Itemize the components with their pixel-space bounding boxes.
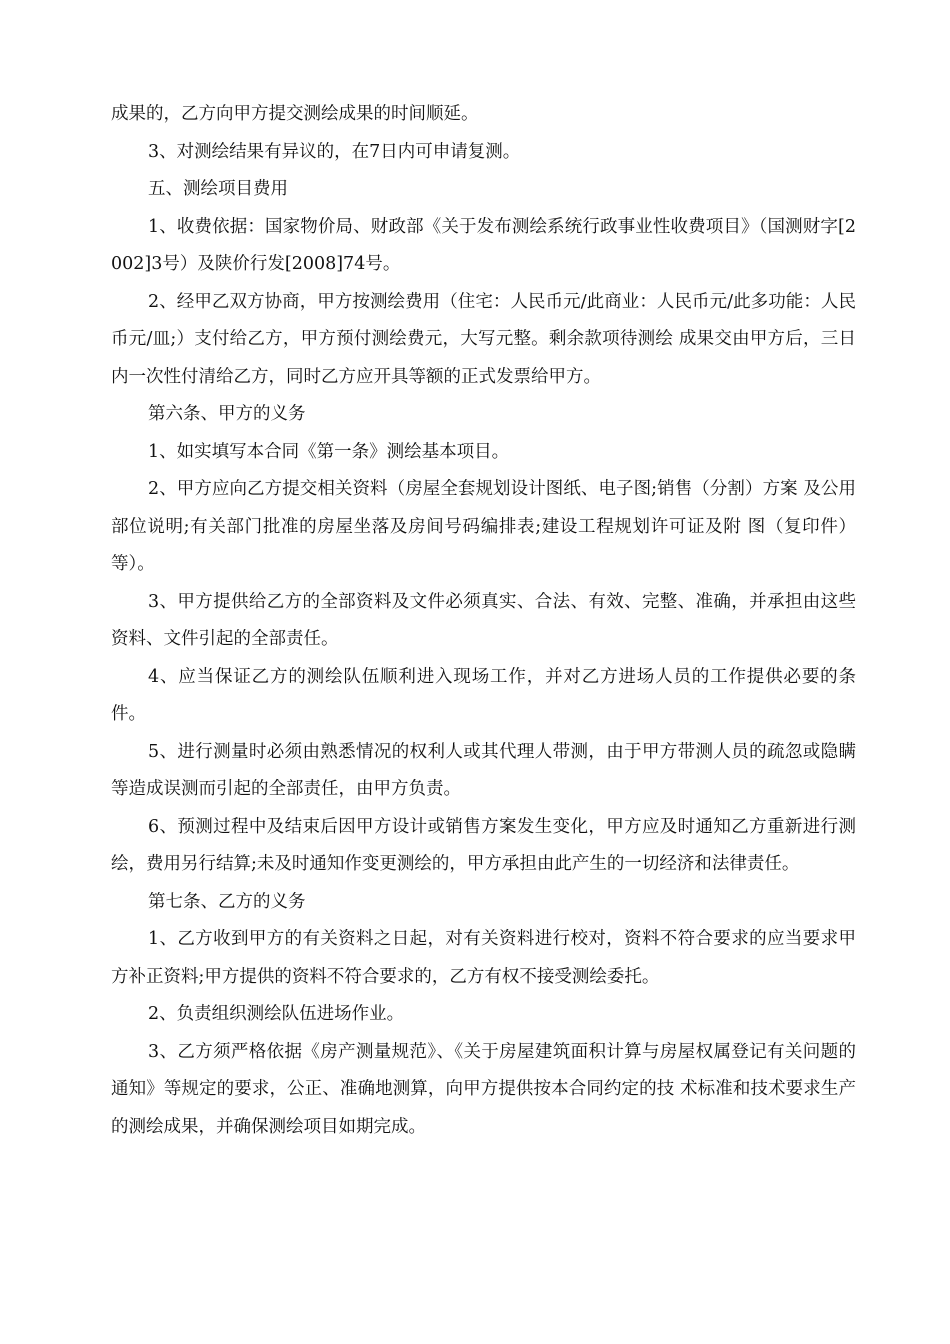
paragraph-a-3: 3、甲方提供给乙方的全部资料及文件必须真实、合法、有效、完整、准确，并承担由这些资料、文件引起的全部责任。 [111, 591, 856, 649]
paragraph-a-4: 4、应当保证乙方的测绘队伍顺利进入现场工作，并对乙方进场人员的工作提供必要的条件。 [111, 666, 856, 724]
paragraph-b-3: 3、乙方须严格依据《房产测量规范》、《关于房屋建筑面积计算与房屋权属登记有关问题的通知》等规定的要求，公正、准确地测算，向甲方提供按本合同约定的技 术标准和技术要求生产的测绘成果，并确保测绘项目如期完成。 [111, 1041, 856, 1137]
paragraph-b-2: 2、负责组织测绘队伍进场作业。 [148, 1004, 405, 1024]
paragraph-a-1: 1、如实填写本合同《第一条》测绘基本项目。 [148, 441, 510, 462]
document-body [111, 96, 856, 1146]
section-heading-fees: 五、测绘项目费用 [148, 179, 288, 199]
paragraph-a-2: 2、甲方应向乙方提交相关资料（房屋全套规划设计图纸、电子图;销售（分割）方案 及公用部位说明;有关部门批准的房屋坐落及房间号码编排表;建设工程规划许可证及附 图（复印件）等）。 [111, 479, 856, 574]
paragraph-fee-payment: 2、经甲乙双方协商，甲方按测绘费用（住宅：人民币元/此商业：人民币元/此多功能：人民币元/皿;）支付给乙方，甲方预付测绘费元，大写元整。剩余款项待测绘 成果交由甲方后，三日内一次性付清给乙方，同时乙方应开具等额的正式发票给甲方。 [111, 291, 856, 387]
paragraph-retest: 3、对测绘结果有异议的，在7日内可申请复测。 [148, 141, 521, 162]
paragraph-b-1: 1、乙方收到甲方的有关资料之日起，对有关资料进行校对，资料不符合要求的应当要求甲方补正资料;甲方提供的资料不符合要求的，乙方有权不接受测绘委托。 [111, 929, 856, 987]
paragraph-a-6: 6、预测过程中及结束后因甲方设计或销售方案发生变化，甲方应及时通知乙方重新进行测绘，费用另行结算;未及时通知作变更测绘的，甲方承担由此产生的一切经济和法律责任。 [111, 816, 856, 874]
paragraph-a-5: 5、进行测量时必须由熟悉情况的权利人或其代理人带测，由于甲方带测人员的疏忽或隐瞒等造成误测而引起的全部责任，由甲方负责。 [111, 741, 856, 799]
paragraph-fee-basis: 1、收费依据：国家物价局、财政部《关于发布测绘系统行政事业性收费项目》（国测财字[2002]3号）及陕价行发[2008]74号。 [111, 216, 856, 274]
paragraph-result-delay: 成果的，乙方向甲方提交测绘成果的时间顺延。 [111, 104, 479, 124]
section-heading-party-b: 第七条、乙方的义务 [148, 891, 306, 912]
section-heading-party-a: 第六条、甲方的义务 [148, 404, 306, 424]
